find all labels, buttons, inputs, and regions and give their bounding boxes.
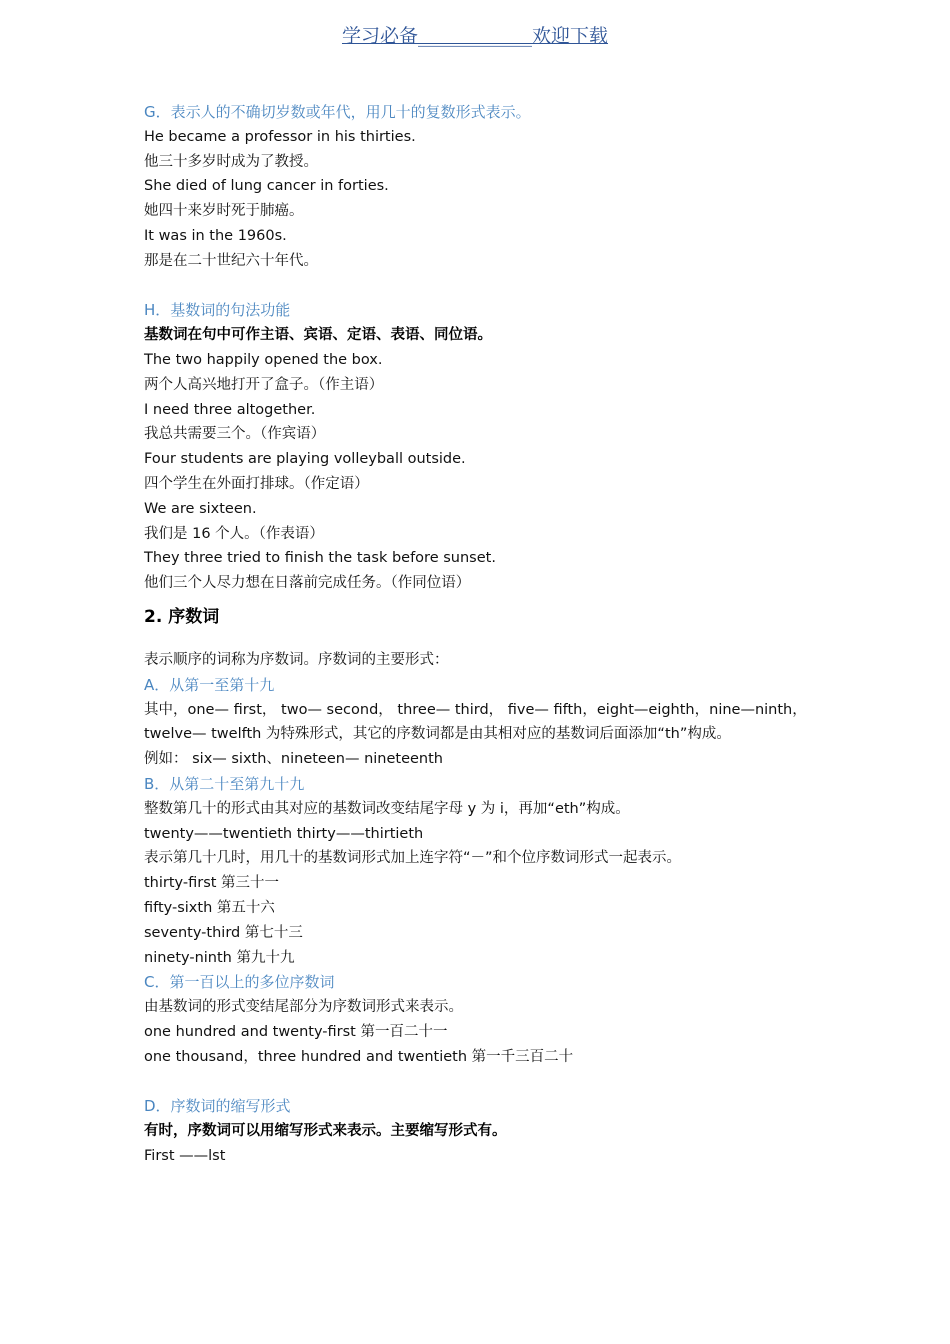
body-text-line: one thousand，three hundred and twentieth 第一千三百二十 xyxy=(144,1048,574,1065)
blank-line xyxy=(144,1069,824,1094)
document-body xyxy=(144,100,824,1169)
body-text-line: 其中，one— first， two— second， three— third， five— fifth，eight—eighth，nine—ninth， xyxy=(144,701,807,718)
bold-statement: 基数词在句中可作主语、宾语、定语、表语、同位语。 xyxy=(144,327,492,344)
body-text-line: He became a professor in his thirties. xyxy=(144,128,416,145)
body-text-line: I need three altogether. xyxy=(144,401,316,418)
subsection-heading: A．从第一至第十九 xyxy=(144,675,275,694)
body-text-line: 她四十来岁时死于肺癌。 xyxy=(144,203,304,220)
body-text-line: one hundred and twenty-first 第一百二十一 xyxy=(144,1023,448,1040)
body-text-line: 整数第几十的形式由其对应的基数词改变结尾字母 y 为 i，再加“eth”构成。 xyxy=(144,800,630,817)
body-text-line: 他三十多岁时成为了教授。 xyxy=(144,153,318,170)
body-text-line: 四个学生在外面打排球。（作定语） xyxy=(144,475,369,492)
body-text-line: Four students are playing volleyball outside. xyxy=(144,451,466,468)
header-right-text: 欢迎下载 xyxy=(532,25,609,47)
header-separator: ____________ xyxy=(418,25,532,47)
body-text-line: 例如： six— sixth、nineteen— nineteenth xyxy=(144,751,443,768)
subsection-heading: G．表示人的不确切岁数或年代，用几十的复数形式表示。 xyxy=(144,103,531,121)
body-text-line: We are sixteen. xyxy=(144,500,257,517)
body-text-line: 那是在二十世纪六十年代。 xyxy=(144,252,318,269)
body-text-line: twenty——twentieth thirty——thirtieth xyxy=(144,825,424,842)
blank-line xyxy=(144,274,824,299)
body-text-line: They three tried to finish the task before sunset. xyxy=(144,550,496,567)
body-text-line: twelve— twelfth 为特殊形式，其它的序数词都是由其相对应的基数词后面添加“th”构成。 xyxy=(144,726,731,743)
page-header xyxy=(0,22,950,50)
subsection-heading: D．序数词的缩写形式 xyxy=(144,1097,291,1116)
body-text-line: First ——lst xyxy=(144,1147,226,1164)
body-text-line: The two happily opened the box. xyxy=(144,351,383,368)
body-text-line: 他们三个人尽力想在日落前完成任务。（作同位语） xyxy=(144,575,471,592)
body-text-line: It was in the 1960s. xyxy=(144,227,287,244)
section-title: 2. 序数词 xyxy=(144,606,220,627)
body-text-line: 表示顺序的词称为序数词。序数词的主要形式： xyxy=(144,651,449,668)
body-text-line: ninety-ninth 第九十九 xyxy=(144,949,295,966)
subsection-heading: H．基数词的句法功能 xyxy=(144,301,291,320)
subsection-heading: B．从第二十至第九十九 xyxy=(144,774,305,793)
body-text-line: She died of lung cancer in forties. xyxy=(144,178,389,195)
body-text-line: 表示第几十几时，用几十的基数词形式加上连字符“－”和个位序数词形式一起表示。 xyxy=(144,850,682,867)
subsection-heading: C．第一百以上的多位序数词 xyxy=(144,973,335,992)
body-text-line: 由基数词的形式变结尾部分为序数词形式来表示。 xyxy=(144,999,463,1016)
body-text-line: 我总共需要三个。（作宾语） xyxy=(144,426,326,443)
header-left-text: 学习必备 xyxy=(341,25,418,47)
body-text-line: thirty-first 第三十一 xyxy=(144,875,280,892)
body-text-line: seventy-third 第七十三 xyxy=(144,924,303,941)
body-text-line: 我们是 16 个人。（作表语） xyxy=(144,525,324,542)
body-text-line: 两个人高兴地打开了盒子。（作主语） xyxy=(144,376,384,393)
body-text-line: fifty-sixth 第五十六 xyxy=(144,899,275,916)
bold-statement: 有时，序数词可以用缩写形式来表示。主要缩写形式有。 xyxy=(144,1123,507,1140)
